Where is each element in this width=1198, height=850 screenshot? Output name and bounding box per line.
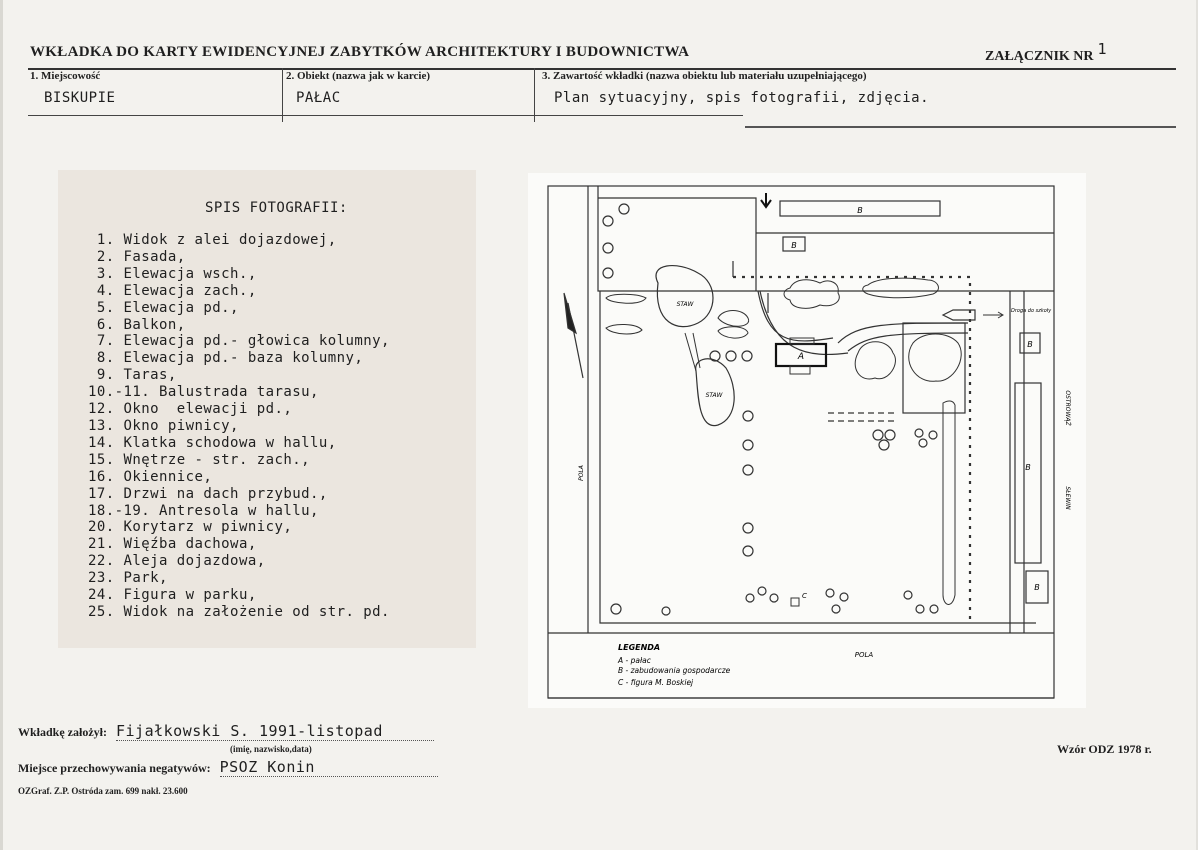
fields-rule-right: [745, 126, 1176, 128]
field-label-location: 1. Miejscowość: [30, 70, 101, 82]
photo-list-item: 20. Korytarz w piwnicy,: [88, 519, 293, 536]
entrance-arrow: [761, 193, 771, 207]
photo-list-item: 22. Aleja dojazdowa,: [88, 553, 266, 570]
field-value-contents: Plan sytuacyjny, spis fotografii, zdjęcia.: [554, 90, 930, 106]
field-label-west: POLA: [578, 465, 585, 481]
field-value-location: BISKUPIE: [44, 90, 116, 106]
photo-list-card: [58, 170, 476, 648]
photo-list-title: SPIS FOTOGRAFII:: [205, 200, 348, 216]
field-divider-1: [282, 68, 283, 122]
founded-hint: (imię, nazwisko,data): [230, 744, 312, 754]
ostrowaz-label: OSTROWĄŻ: [1064, 390, 1071, 426]
photo-list-item: 25. Widok na założenie od str. pd.: [88, 603, 390, 620]
legend-item-a: A - pałac: [618, 656, 651, 665]
pond-1: [656, 266, 713, 327]
label-b-2: B: [791, 241, 797, 250]
storage-value: PSOZ Konin: [220, 758, 438, 777]
figure-label: C: [802, 592, 807, 600]
attachment-number: 1: [1097, 40, 1107, 58]
storage-label: Miejsce przechowywania negatywów:: [18, 761, 211, 775]
plan-frame: [548, 186, 1054, 698]
road-label: Droga do szkoły: [1011, 308, 1052, 314]
photo-list-item: 17. Drzwi na dach przybud.,: [88, 485, 328, 502]
photo-list-item: 5. Elewacja pd.,: [88, 299, 239, 316]
photo-list-item: 1. Widok z alei dojazdowej,: [88, 232, 337, 248]
photo-list-item: 15. Wnętrze - str. zach.,: [88, 451, 310, 468]
sliwin-label: SŁEWIN: [1064, 486, 1071, 510]
label-b-4: B: [1025, 463, 1031, 472]
photo-list-item: 13. Okno piwnicy,: [88, 417, 239, 434]
label-b-5: B: [1034, 583, 1040, 592]
photo-list-item: 18.-19. Antresola w hallu,: [88, 502, 319, 519]
founded-label: Wkładkę założył:: [18, 725, 107, 739]
photo-list-item: 14. Klatka schodowa w hallu,: [88, 434, 337, 451]
photo-list-item: 3. Elewacja wsch.,: [88, 265, 257, 282]
photo-list-item: 6. Balkon,: [88, 316, 186, 333]
storage-row: [18, 758, 438, 777]
attachment-label: [985, 40, 1107, 65]
label-a: A: [797, 352, 805, 362]
attachment-label-text: ZAŁĄCZNIK NR: [985, 49, 1094, 64]
legend-item-b: B - zabudowania gospodarcze: [618, 666, 731, 675]
field-value-object: PAŁAC: [296, 90, 341, 106]
site-plan: [528, 173, 1086, 708]
photo-list-item: 2. Fasada,: [88, 248, 186, 265]
field-label-south: POLA: [854, 651, 874, 659]
legend-item-c: C - figura M. Boskiej: [618, 678, 694, 687]
founded-value: Fijałkowski S. 1991-listopad: [116, 722, 434, 741]
print-info: OZGraf. Z.P. Ostróda zam. 699 nakł. 23.600: [18, 786, 188, 796]
fields-rule: [28, 115, 743, 116]
pond-label-2: STAW: [705, 392, 723, 399]
label-b-1: B: [857, 206, 863, 215]
template-info: Wzór ODZ 1978 r.: [1057, 742, 1152, 756]
photo-list-item: 7. Elewacja pd.- głowica kolumny,: [88, 333, 390, 350]
field-divider-2: [534, 68, 535, 122]
figure-symbol: [791, 598, 799, 606]
photo-list-item: 16. Okiennice,: [88, 468, 213, 485]
photo-list-item: 24. Figura w parku,: [88, 587, 257, 604]
photo-list: [88, 232, 390, 621]
photo-list-item: 9. Taras,: [88, 367, 177, 384]
pond-label-1: STAW: [676, 301, 694, 308]
photo-list-item: 10.-11. Balustrada tarasu,: [88, 384, 319, 401]
label-b-3: B: [1027, 340, 1033, 349]
legend-title: LEGENDA: [618, 643, 661, 652]
photo-list-item: 8. Elewacja pd.- baza kolumny,: [88, 350, 364, 367]
site-plan-drawing: [528, 173, 1086, 708]
field-label-object: 2. Obiekt (nazwa jak w karcie): [286, 70, 431, 82]
photo-list-item: 21. Więźba dachowa,: [88, 536, 257, 553]
field-label-contents: 3. Zawartość wkładki (nazwa obiektu lub materiału uzupełniającego): [542, 70, 867, 82]
photo-list-item: 4. Elewacja zach.,: [88, 282, 257, 299]
photo-list-item: 23. Park,: [88, 570, 168, 587]
photo-list-item: 12. Okno elewacji pd.,: [88, 401, 293, 418]
form-title: WKŁADKA DO KARTY EWIDENCYJNEJ ZABYTKÓW ARCHITEKTURY I BUDOWNICTWA: [30, 44, 690, 60]
founded-row: [18, 722, 434, 741]
